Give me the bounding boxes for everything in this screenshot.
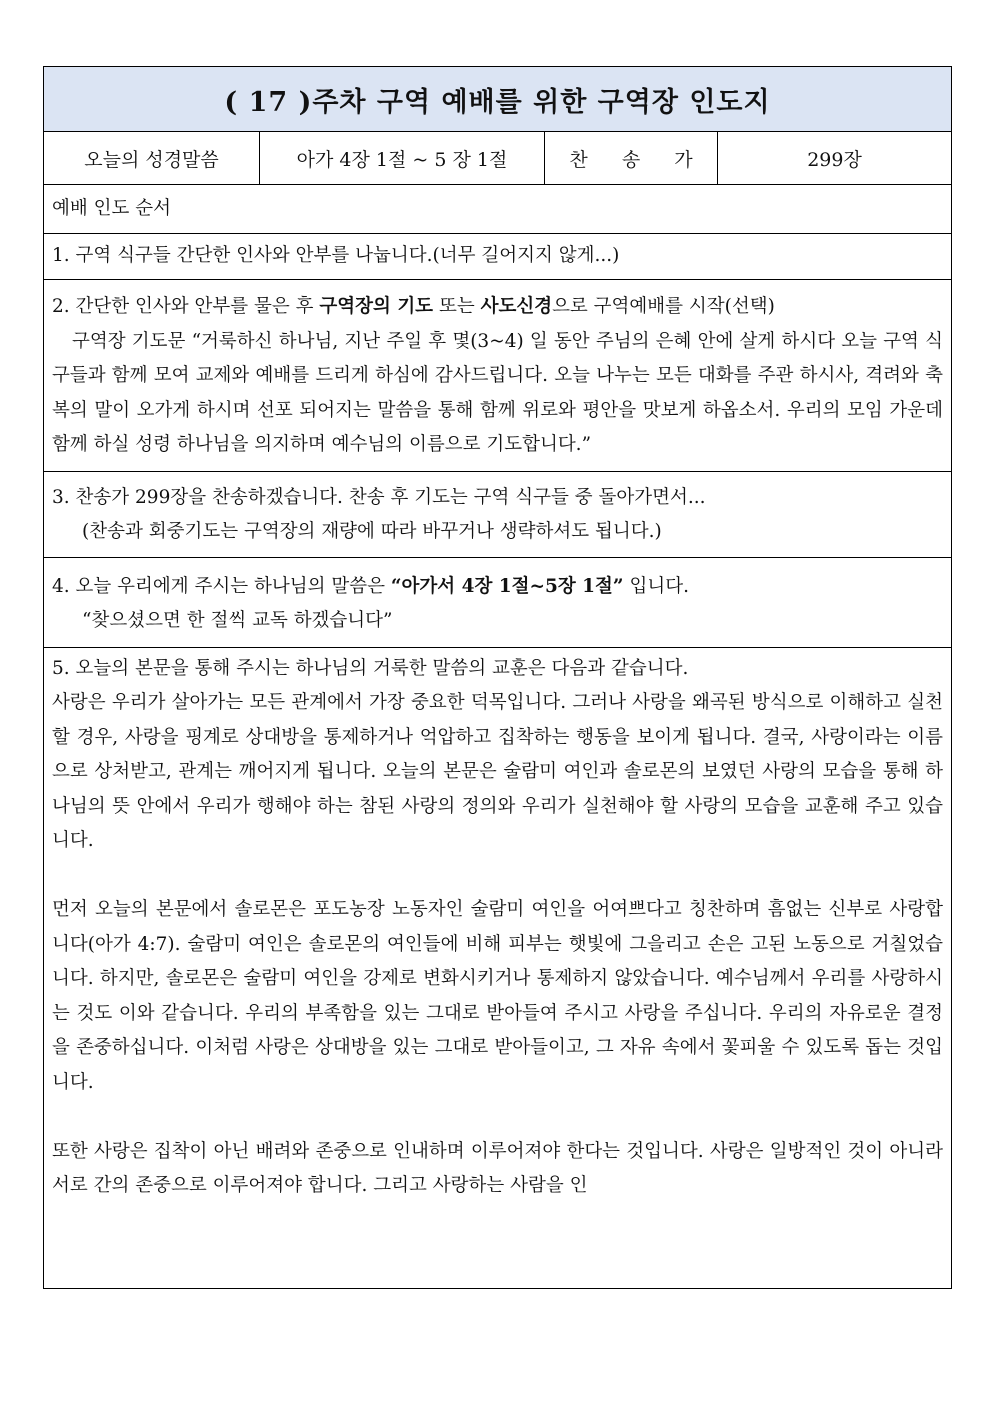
step-3-line-1: 3. 찬송가 299장을 찬송하겠습니다. 찬송 후 기도는 구역 식구들 중 돌아가면서...	[52, 486, 706, 508]
hymn-label: 찬 송 가	[545, 132, 718, 184]
order-heading: 예배 인도 순서	[44, 185, 951, 234]
hymn-value: 299장	[807, 148, 862, 171]
step-1: 1. 구역 식구들 간단한 인사와 안부를 나눕니다.(너무 길어지지 않게...)	[44, 234, 951, 280]
scripture-label: 오늘의 성경말씀	[44, 132, 260, 184]
step-4-pre: 4. 오늘 우리에게 주시는 하나님의 말씀은	[52, 575, 391, 597]
step-4	[44, 558, 951, 648]
step-5-intro: 5. 오늘의 본문을 통해 주시는 하나님의 거룩한 말씀의 교훈은 다음과 같습니다.	[52, 657, 689, 679]
step-2-prayer-text: 구역장 기도문 “거룩하신 하나님, 지난 주일 후 몇(3~4) 일 동안 주님의 은혜 안에 살게 하시다 오늘 구역 식구들과 함께 모여 교제와 예배를 드리게 하심에 감사드립니다. 오늘 나누는 모든 대화를 주관 하시사, 격려와 축복의 말이 오가게 하시며 선포 되어지는 말씀을 통해 함께 위로와 평안을 맛보게 하옵소서. 우리의 모임 가운데 함께 하실 성령 하나님을 의지하며 예수님의 이름으로 기도합니다.”	[52, 330, 943, 455]
step-4-line-2: “찾으셨으면 한 절씩 교독 하겠습니다”	[82, 610, 393, 631]
step-2-post: 으로 구역예배를 시작(선택)	[552, 296, 775, 317]
step-4-post: 입니다.	[623, 575, 689, 597]
paragraph-gap	[52, 859, 943, 894]
step-2-line	[52, 290, 943, 325]
step-2-bold-prayer: 구역장의 기도	[319, 296, 434, 317]
worship-guide-table	[43, 66, 952, 1289]
info-row	[44, 132, 951, 185]
step-4-bold-scripture: “아가서 4장 1절~5장 1절”	[390, 575, 624, 597]
step-2-pre: 2. 간단한 인사와 안부를 물은 후	[52, 296, 320, 317]
step-5-paragraph-2: 먼저 오늘의 본문에서 솔로몬은 포도농장 노동자인 술람미 여인을 어여쁘다고 칭찬하며 흠없는 신부로 사랑합니다(아가 4:7). 술람미 여인은 솔로몬의 여인들에 비해 피부는 햇빛에 그을리고 손은 고된 노동으로 거칠었습니다. 하지만, 솔로몬은 술람미 여인을 강제로 변화시키거나 통제하지 않았습니다. 예수님께서 우리를 사랑하시는 것도 이와 같습니다. 우리의 부족함을 있는 그대로 받아들여 주시고 사랑을 주십니다. 우리의 자유로운 결정을 존중하십니다. 이처럼 사랑은 상대방을 있는 그대로 받아들이고, 그 자유 속에서 꽃피울 수 있도록 돕는 것입니다.	[52, 899, 943, 1093]
step-2-mid: 또는	[433, 296, 481, 317]
step-3	[44, 472, 951, 558]
page-title: ( 17 )주차 구역 예배를 위한 구역장 인도지	[44, 67, 951, 132]
step-4-line-1	[52, 570, 943, 605]
scripture-value: 아가 4장 1절 ~ 5 장 1절	[260, 132, 545, 184]
paragraph-gap	[52, 1100, 943, 1135]
step-2-bold-creed: 사도신경	[480, 296, 553, 317]
step-2	[44, 280, 951, 472]
step-5-paragraph-3: 또한 사랑은 집착이 아닌 배려와 존중으로 인내하며 이루어져야 한다는 것입니다. 사랑은 일방적인 것이 아니라 서로 간의 존중으로 이루어져야 합니다. 그리고 사랑하는 사람을 인	[52, 1140, 943, 1196]
step-5-paragraph-1: 사랑은 우리가 살아가는 모든 관계에서 가장 중요한 덕목입니다. 그러나 사랑을 왜곡된 방식으로 이해하고 실천할 경우, 사랑을 핑계로 상대방을 통제하거나 억압하고 집착하는 행동을 보이게 됩니다. 결국, 사랑이라는 이름으로 상처받고, 관계는 깨어지게 됩니다. 오늘의 본문은 술람미 여인과 솔로몬의 보였던 사랑의 모습을 통해 하나님의 뜻 안에서 우리가 행해야 하는 참된 사랑의 정의와 우리가 실천해야 할 사랑의 모습을 교훈해 주고 있습니다.	[52, 692, 943, 851]
step-5	[44, 648, 951, 1288]
step-3-line-2: (찬송과 회중기도는 구역장의 재량에 따라 바꾸거나 생략하셔도 됩니다.)	[82, 521, 662, 542]
